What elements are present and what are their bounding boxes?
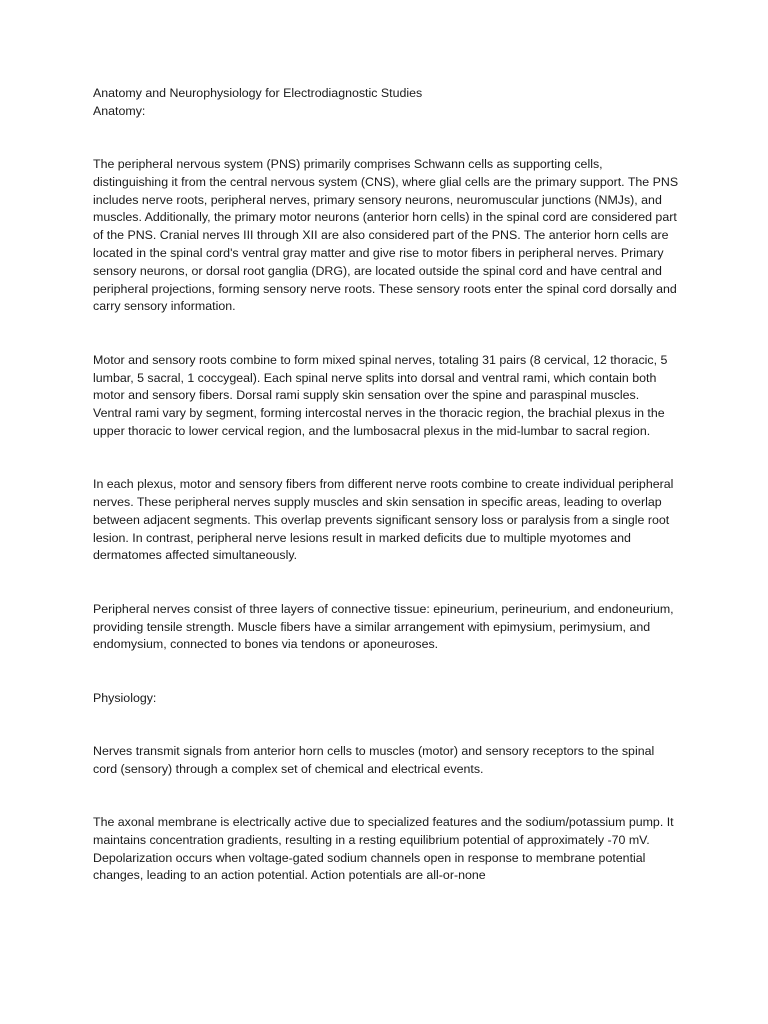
document-title: Anatomy and Neurophysiology for Electrodiagnostic Studies — [93, 86, 423, 100]
physiology-paragraph-2: The axonal membrane is electrically active due to specialized features and the sodium/potassium pump. It maintains concentration gradients, resulting in a resting equilibrium potential of approximately -70 mV. Depolarization occurs when voltage-gated sodium channels open in response to membrane potential changes, leading to an action potential. Action potentials are all-or-none — [93, 815, 674, 883]
anatomy-paragraph-4: Peripheral nerves consist of three layers of connective tissue: epineurium, perineurium, and endoneurium, providing tensile strength. Muscle fibers have a similar arrangement with epimysium, perimysium, and endomysium, connected to bones via tendons or aponeuroses. — [93, 601, 674, 652]
spacer — [93, 654, 681, 690]
anatomy-paragraph-2: Motor and sensory roots combine to form mixed spinal nerves, totaling 31 pairs (8 cervical, 12 thoracic, 5 lumbar, 5 sacral, 1 coccygeal). Each spinal nerve splits into dorsal and ventral rami, which contain both motor and sensory fibers. Dorsal rami supply skin sensation over the spine and paraspinal muscles. Ventral rami vary by segment, forming intercostal nerves in the thoracic region, the brachial plexus in the upper thoracic to lower cervical region, and the lumbosacral plexus in the mid-lumbar to sacral region. — [93, 352, 668, 438]
spacer — [93, 121, 681, 157]
spacer — [93, 441, 681, 477]
spacer — [93, 316, 681, 352]
physiology-paragraph-1: Nerves transmit signals from anterior horn cells to muscles (motor) and sensory receptors to the spinal cord (sensory) through a complex set of chemical and electrical events. — [93, 743, 655, 776]
spacer — [93, 779, 681, 815]
spacer — [93, 707, 681, 743]
physiology-heading: Physiology: — [93, 690, 157, 705]
document-body — [93, 85, 681, 885]
spacer — [93, 565, 681, 601]
anatomy-paragraph-3: In each plexus, motor and sensory fibers from different nerve roots combine to create individual peripheral nerves. These peripheral nerves supply muscles and skin sensation in specific areas, leading to overlap between adjacent segments. This overlap prevents significant sensory loss or paralysis from a single root lesion. In contrast, peripheral nerve lesions result in marked deficits due to multiple myotomes and dermatomes affected simultaneously. — [93, 477, 674, 563]
anatomy-paragraph-1: The peripheral nervous system (PNS) primarily comprises Schwann cells as supporting cells, distinguishing it from the central nervous system (CNS), where glial cells are the primary support. The PNS includes nerve roots, peripheral nerves, primary sensory neurons, neuromuscular junctions (NMJs), and muscles. Additionally, the primary motor neurons (anterior horn cells) in the spinal cord are considered part of the PNS. Cranial nerves III through XII are also considered part of the PNS. The anterior horn cells are located in the spinal cord's ventral gray matter and give rise to motor fibers in peripheral nerves. Primary sensory neurons, or dorsal root ganglia (DRG), are located outside the spinal cord and have central and peripheral projections, forming sensory nerve roots. These sensory roots enter the spinal cord dorsally and carry sensory information. — [93, 157, 679, 314]
anatomy-heading: Anatomy: — [93, 103, 146, 118]
